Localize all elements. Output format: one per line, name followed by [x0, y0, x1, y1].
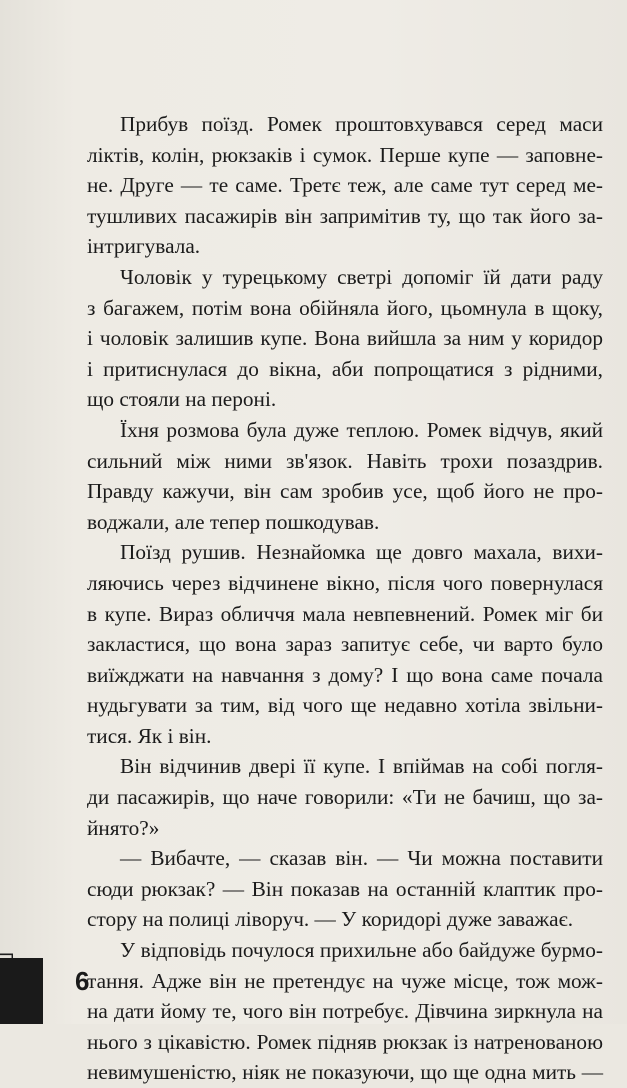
- text-line: Прибув поїзд. Ромек проштовхувався серед маси: [120, 112, 603, 136]
- text-line: сильний між ними зв'язок. Навіть трохи позаздрив.: [87, 448, 603, 473]
- text-line: виїжджати на навчання з дому? І що вона саме почала: [87, 662, 603, 687]
- text-line: Поїзд рушив. Незнайомка ще довго махала, вихи-: [120, 540, 603, 565]
- paragraph: [87, 843, 603, 935]
- text-line: ляючись через відчинене вікно, після чого повернулася: [87, 570, 603, 595]
- text-line: з багажем, потім вона обійняла його, цьомнула в щоку,: [87, 295, 603, 320]
- text-line: невимушеністю, ніяк не показуючи, що ще одна мить —: [87, 1060, 603, 1085]
- text-line: в купе. Вираз обличчя мала невпевнений. Ромек міг би: [87, 601, 603, 626]
- text-line: Чоловік у турецькому светрі допоміг їй дати раду: [120, 264, 603, 289]
- text-line: і чоловік залишив купе. Вона вийшла за ним у коридор: [87, 326, 603, 351]
- paragraph: [87, 935, 603, 1088]
- paragraph: [87, 415, 603, 537]
- text-line: тушливих пасажирів він запримітив ту, що так його за-: [87, 203, 603, 228]
- text-line: йнято?»: [87, 815, 160, 840]
- text-line: Він відчинив двері її купе. І впіймав на собі погля-: [120, 754, 603, 779]
- text-line: і притиснулася до вікна, аби попрощатися з рідними,: [87, 356, 603, 381]
- paragraph: [87, 751, 603, 843]
- text-line: нудьгувати за тим, від чого ще недавно хотіла звільни-: [87, 693, 603, 718]
- text-line: на дати йому те, чого він потребує. Дівчина зиркнула на: [87, 999, 603, 1024]
- body-text: [87, 109, 603, 1088]
- text-line: сюди рюкзак? — Він показав на останній клаптик про-: [87, 876, 603, 901]
- text-line: У відповідь почулося прихильне або байдуже бурмо-: [120, 938, 603, 963]
- text-line: закластися, що вона зараз запитує себе, чи варто було: [87, 632, 603, 657]
- text-line: ліктів, колін, рюкзаків і сумок. Перше купе — заповне-: [87, 142, 603, 167]
- text-line: воджали, але тепер пошкодував.: [87, 509, 380, 534]
- text-line: ди пасажирів, що наче говорили: «Ти не бачиш, що за-: [87, 785, 603, 810]
- paragraph: [87, 537, 603, 751]
- text-line: стору на полиці ліворуч. — У коридорі дуже заважає.: [87, 907, 574, 932]
- text-line: інтригувала.: [87, 234, 201, 259]
- text-line: — Вибачте, — сказав він. — Чи можна поставити: [120, 846, 603, 871]
- running-head: [14, 868, 38, 958]
- text-line: не. Друге — те саме. Третє теж, але саме тут серед ме-: [87, 173, 603, 198]
- page-number: 6: [75, 966, 90, 996]
- text-line: Правду кажучи, він сам зробив усе, щоб його не про-: [87, 479, 603, 504]
- text-line: нього з цікавістю. Ромек підняв рюкзак із натренованою: [87, 1029, 603, 1054]
- text-line: тися. Як і він.: [87, 723, 212, 748]
- text-line: Їхня розмова була дуже теплою. Ромек відчув, який: [120, 417, 603, 442]
- paragraph: [87, 109, 603, 262]
- text-line: тання. Адже він не претендує на чуже місце, тож мож-: [87, 968, 603, 993]
- paragraph: [87, 262, 603, 415]
- page-edge-marker: [0, 958, 43, 1024]
- text-line: що стояли на пероні.: [87, 387, 277, 412]
